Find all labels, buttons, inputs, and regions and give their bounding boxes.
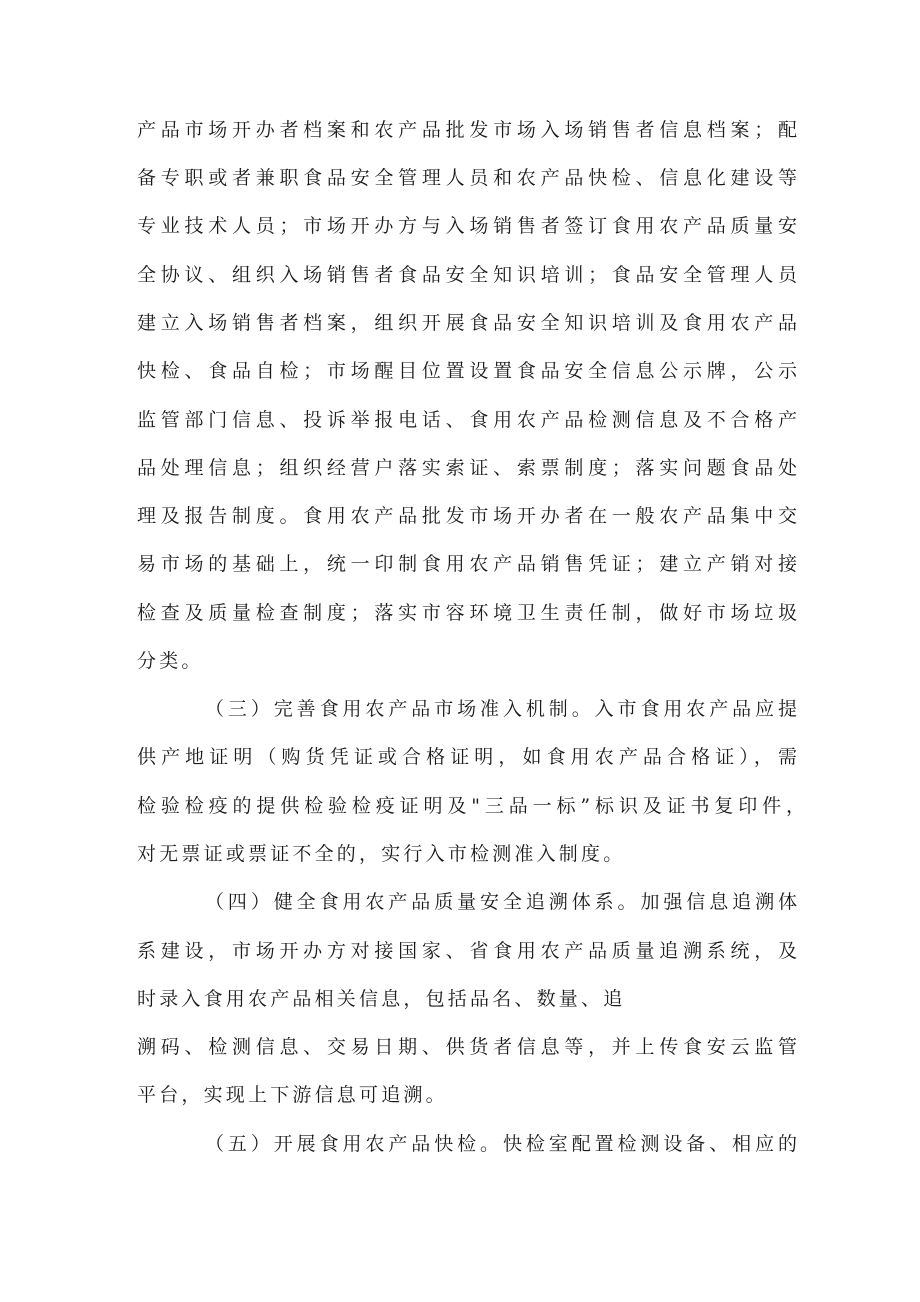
text-line: 专业技术人员；市场开办方与入场销售者签订食用农产品质量安 bbox=[137, 215, 797, 237]
text-line: 对无票证或票证不全的，实行入市检测准入制度。 bbox=[137, 843, 626, 865]
text-line: 检查及质量检查制度；落实市容环境卫生责任制，做好市场垃圾 bbox=[137, 602, 797, 624]
text-line: 供产地证明（购货凭证或合格证明，如食用农产品合格证），需 bbox=[137, 746, 797, 768]
text-line: 平台，实现上下游信息可追溯。 bbox=[137, 1084, 448, 1106]
text-line: 监管部门信息、投诉举报电话、食用农产品检测信息及不合格产 bbox=[137, 409, 797, 431]
text-line: 易市场的基础上，统一印制食用农产品销售凭证；建立产销对接 bbox=[137, 553, 797, 575]
paragraph-heading-line: （五）开展食用农产品快检。快检室配置检测设备、相应的 bbox=[205, 1133, 797, 1155]
paragraph-heading-line: （三）完善食用农产品市场准入机制。入市食用农产品应提 bbox=[205, 698, 797, 720]
text-line: 快检、食品自检；市场醒目位置设置食品安全信息公示牌，公示 bbox=[137, 360, 797, 382]
text-line: 品处理信息；组织经营户落实索证、索票制度；落实问题食品处 bbox=[137, 457, 797, 479]
text-line: 检验检疫的提供检验检疫证明及"三品一标”标识及证书复印件， bbox=[137, 795, 805, 817]
text-line: 备专职或者兼职食品安全管理人员和农产品快检、信息化建设等 bbox=[137, 167, 797, 189]
text-line: 系建设，市场开办方对接国家、省食用农产品质量追溯系统，及 bbox=[137, 940, 797, 962]
text-line: 溯码、检测信息、交易日期、供货者信息等，并上传食安云监管 bbox=[137, 1036, 797, 1058]
text-line: 时录入食用农产品相关信息，包括品名、数量、追 bbox=[137, 988, 626, 1010]
text-line: 建立入场销售者档案，组织开展食品安全知识培训及食用农产品 bbox=[137, 312, 797, 334]
text-line: 分类。 bbox=[137, 650, 204, 672]
text-line: 理及报告制度。食用农产品批发市场开办者在一般农产品集中交 bbox=[137, 505, 797, 527]
text-line: 产品市场开办者档案和农产品批发市场入场销售者信息档案；配 bbox=[137, 119, 797, 141]
paragraph-heading-line: （四）健全食用农产品质量安全追溯体系。加强信息追溯体 bbox=[205, 891, 797, 913]
text-line: 全协议、组织入场销售者食品安全知识培训；食品安全管理人员 bbox=[137, 264, 797, 286]
